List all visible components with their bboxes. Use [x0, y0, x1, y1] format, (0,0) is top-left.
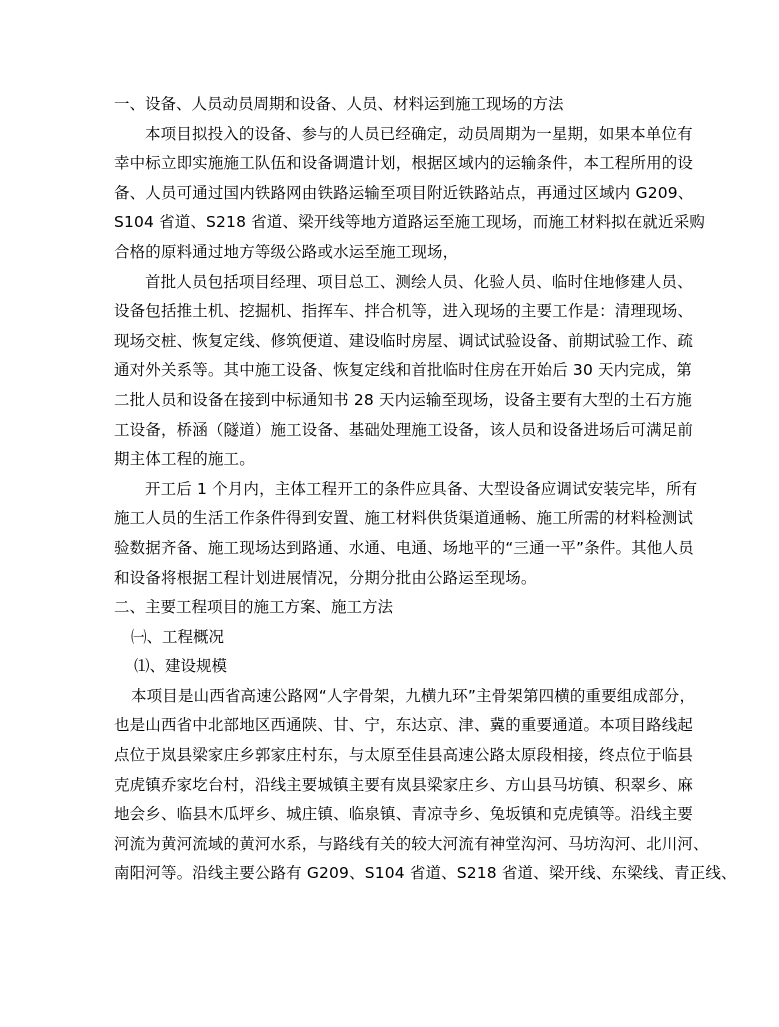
- subsection-heading: ㈠、工程概况: [131, 627, 225, 646]
- paragraph-line: 首批人员包括项目经理、项目总工、测绘人员、化验人员、临时住地修建人员、: [145, 272, 693, 291]
- paragraph-line: 开工后 1 个月内，主体工程开工的条件应具备、大型设备应调试安装完毕，所有: [145, 479, 698, 498]
- paragraph-line: 河流为黄河流域的黄河水系，与路线有关的较大河流有神堂沟河、马坊沟河、北川河、: [114, 834, 709, 853]
- paragraph-line: 备、人员可通过国内铁路网由铁路运输至项目附近铁路站点，再通过区域内 G209、: [114, 183, 694, 202]
- section1-heading: 一、设备、人员动员周期和设备、人员、材料运到施工现场的方法: [114, 95, 564, 113]
- section2-heading: 二、主要工程项目的施工方案、施工方法: [114, 598, 394, 617]
- paragraph-line: 和设备将根据工程计划进展情况，分期分批由公路运至现场。: [114, 568, 537, 587]
- paragraph-line: 二批人员和设备在接到中标通知书 28 天内运输至现场，设备主要有大型的土石方施: [114, 390, 692, 409]
- paragraph-line: 合格的原料通过地方等级公路或水运至施工现场，: [114, 242, 459, 261]
- paragraph-line: 通对外关系等。其中施工设备、恢复定线和首批临时住房在开始后 30 天内完成，第: [114, 361, 692, 380]
- section1-paragraph-2: [114, 268, 694, 475]
- paragraph-line: 期主体工程的施工。: [114, 450, 255, 469]
- paragraph-line: 克虎镇乔家圪台村，沿线主要城镇主要有岚县梁家庄乡、方山县马坊镇、积翠乡、麻: [114, 775, 694, 794]
- paragraph-line: 地会乡、临县木瓜坪乡、城庄镇、临泉镇、青凉寺乡、兔坂镇和克虎镇等。沿线主要: [114, 805, 694, 824]
- paragraph-line: 点位于岚县梁家庄乡郭家庄村东，与太原至佳县高速公路太原段相接，终点位于临县: [114, 746, 694, 765]
- paragraph-line: 验数据齐备、施工现场达到路通、水通、电通、场地平的“三通一平”条件。其他人员: [114, 538, 694, 557]
- paragraph-line: S104 省道、S218 省道、梁开线等地方道路运至施工现场，而施工材料拟在就近采购: [114, 213, 706, 232]
- paragraph-line: 现场交桩、恢复定线、修筑便道、建设临时房屋、调试试验设备、前期试验工作、疏: [114, 331, 694, 350]
- section1-paragraph-1: [114, 120, 706, 268]
- document-page: [114, 90, 737, 889]
- paragraph-line: 本项目拟投入的设备、参与的人员已经确定，动员周期为一星期，如果本单位有: [145, 124, 693, 143]
- section1-paragraph-3: [114, 475, 698, 593]
- subsubsection-heading: ⑴、建设规模: [134, 657, 228, 676]
- paragraph-line: 幸中标立即实施施工队伍和设备调遣计划，根据区域内的运输条件，本工程所用的设: [114, 154, 694, 173]
- section2-paragraph-1: [114, 682, 737, 889]
- paragraph-line: 本项目是山西省高速公路网“人字骨架，九横九环”主骨架第四横的重要组成部分，: [131, 686, 696, 705]
- paragraph-line: 也是山西省中北部地区西通陕、甘、宁，东达京、津、冀的重要通道。本项目路线起: [114, 716, 694, 735]
- paragraph-line: 施工人员的生活工作条件得到安置、施工材料供货渠道通畅、施工所需的材料检测试: [114, 509, 694, 528]
- paragraph-line: 南阳河等。沿线主要公路有 G209、S104 省道、S218 省道、梁开线、东梁线、青正线、: [114, 864, 737, 883]
- paragraph-line: 设备包括推土机、挖掘机、指挥车、拌合机等，进入现场的主要工作是：清理现场、: [114, 302, 694, 321]
- paragraph-line: 工设备，桥涵（隧道）施工设备、基础处理施工设备，该人员和设备进场后可满足前: [114, 420, 694, 439]
